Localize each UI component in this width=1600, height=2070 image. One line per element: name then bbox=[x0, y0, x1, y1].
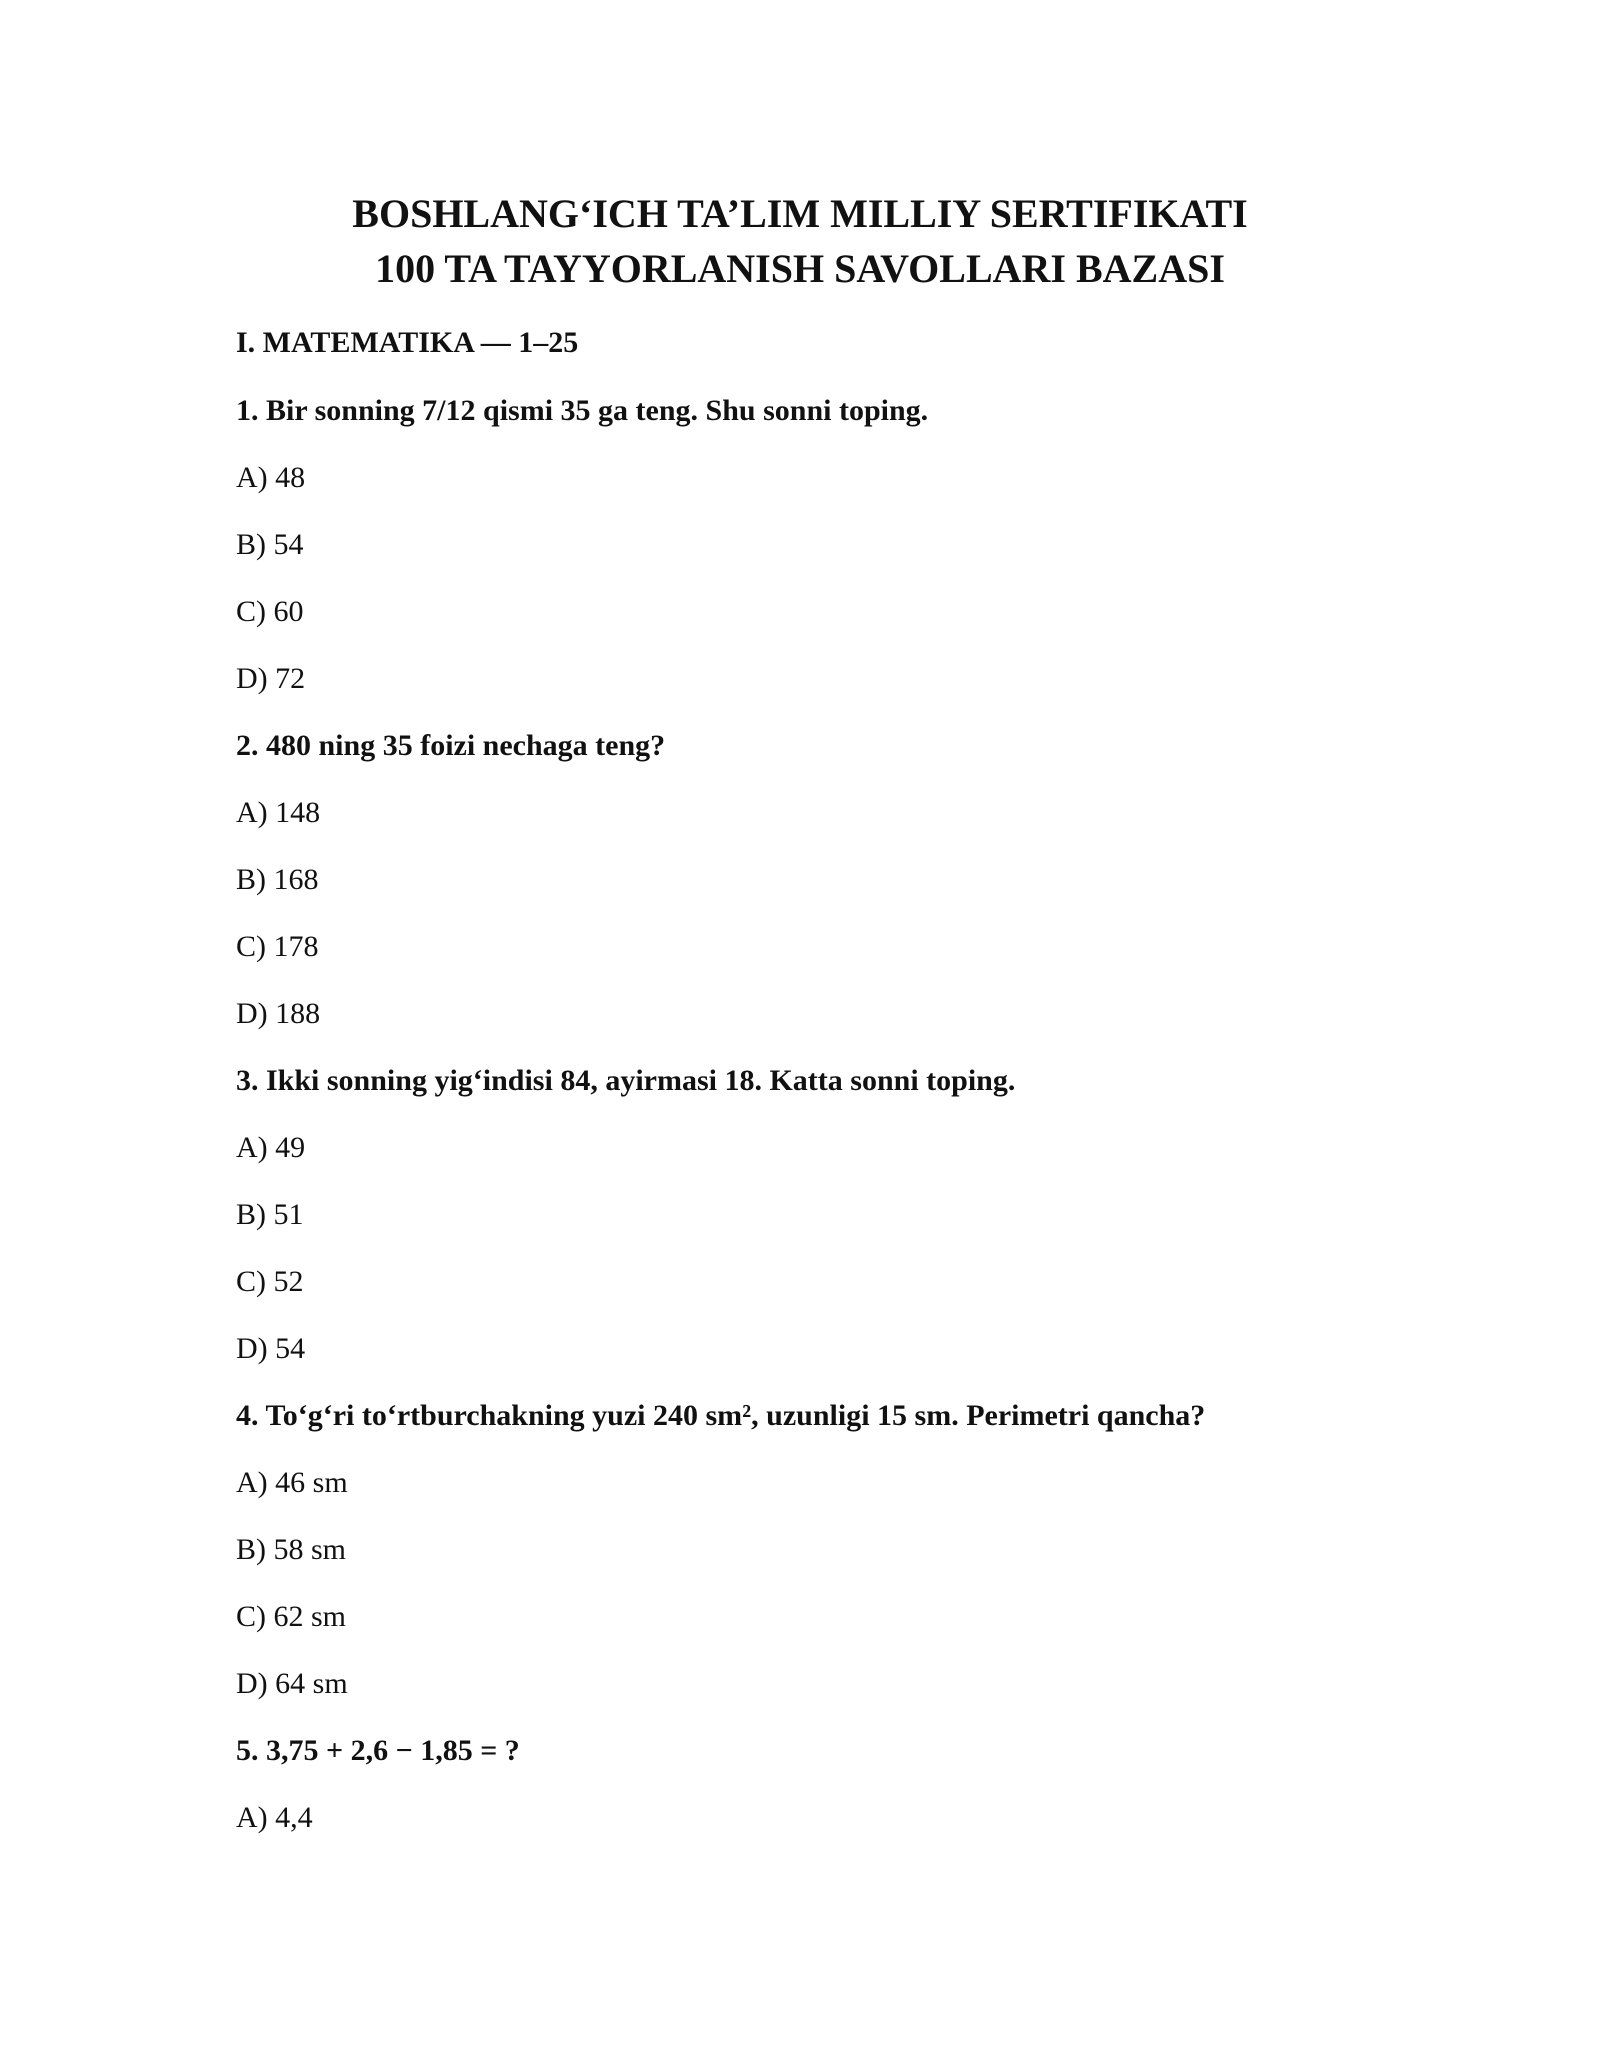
question-4-option-b: B) 58 sm bbox=[236, 1533, 347, 1566]
question-3-text: 3. Ikki sonning yig‘indisi 84, ayirmasi 18. Katta sonni toping. bbox=[236, 1064, 1016, 1097]
question-4-option-c: C) 62 sm bbox=[236, 1600, 347, 1633]
question-2-option-c: C) 178 bbox=[236, 930, 319, 963]
question-1-option-a: A) 48 bbox=[236, 461, 306, 494]
question-2-text: 2. 480 ning 35 foizi nechaga teng? bbox=[236, 729, 666, 762]
question-3-option-b: B) 51 bbox=[236, 1198, 304, 1231]
question-3-option-a: A) 49 bbox=[236, 1131, 306, 1164]
question-2-option-b: B) 168 bbox=[236, 863, 319, 896]
question-5-text: 5. 3,75 + 2,6 − 1,85 = ? bbox=[236, 1734, 520, 1767]
document-title-line-2: 100 TA TAYYORLANISH SAVOLLARI BAZASI bbox=[375, 246, 1225, 291]
question-1-option-b: B) 54 bbox=[236, 528, 304, 561]
question-4-option-a: A) 46 sm bbox=[236, 1466, 348, 1499]
question-1-option-d: D) 72 bbox=[236, 662, 306, 695]
question-4-text: 4. To‘g‘ri to‘rtburchakning yuzi 240 sm², uzunligi 15 sm. Perimetri qancha? bbox=[236, 1399, 1206, 1432]
question-1-option-c: C) 60 bbox=[236, 595, 304, 628]
question-3-option-d: D) 54 bbox=[236, 1332, 306, 1365]
question-1-text: 1. Bir sonning 7/12 qismi 35 ga teng. Shu sonni toping. bbox=[236, 394, 929, 427]
question-3-option-c: C) 52 bbox=[236, 1265, 304, 1298]
question-2-option-d: D) 188 bbox=[236, 997, 321, 1030]
question-2-option-a: A) 148 bbox=[236, 796, 321, 829]
question-4-option-d: D) 64 sm bbox=[236, 1667, 348, 1700]
question-5-option-a: A) 4,4 bbox=[236, 1801, 313, 1834]
document-title-line-1: BOSHLANG‘ICH TA’LIM MILLIY SERTIFIKATI bbox=[352, 191, 1248, 236]
section-heading: I. MATEMATIKA — 1–25 bbox=[236, 326, 579, 359]
